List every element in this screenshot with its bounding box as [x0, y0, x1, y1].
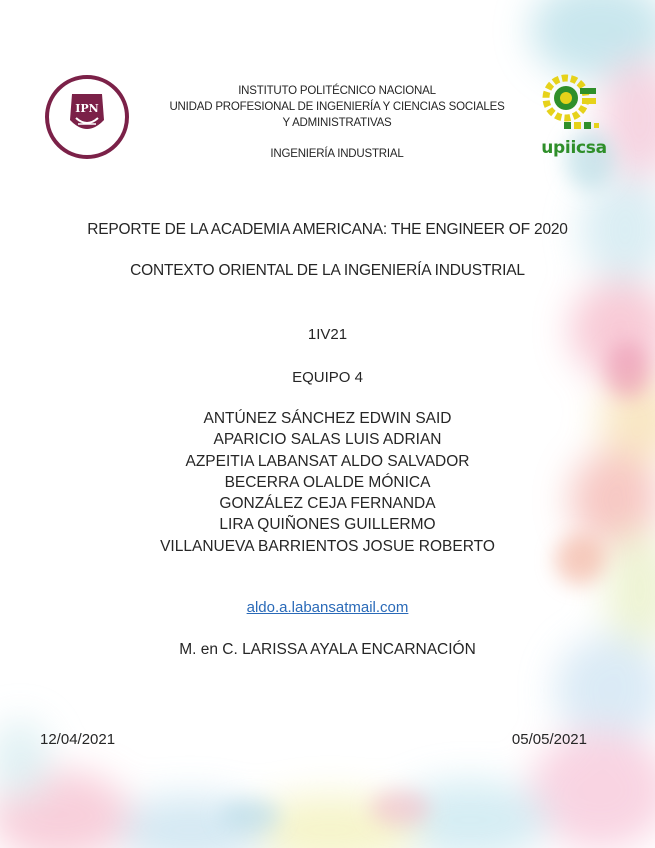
- group-label: 1IV21: [307, 326, 348, 343]
- institution-name: INSTITUTO POLITÉCNICO NACIONAL: [238, 85, 436, 97]
- start-date: 12/04/2021: [40, 731, 116, 748]
- upiicsa-gear-icon: [534, 66, 614, 138]
- member-name: APARICIO SALAS LUIS ADRIAN: [213, 431, 442, 449]
- member-name: ANTÚNEZ SÁNCHEZ EDWIN SAID: [203, 410, 452, 427]
- upiicsa-logo-text: upiicsa: [541, 138, 607, 158]
- email-row: [0, 599, 655, 616]
- unit-name-line2: Y ADMINISTRATIVAS: [282, 117, 392, 129]
- member-name: GONZÁLEZ CEJA FERNANDA: [219, 495, 436, 513]
- member-name: VILLANUEVA BARRIENTOS JOSUE ROBERTO: [160, 537, 495, 555]
- member-name: BECERRA OLALDE MÓNICA: [224, 473, 431, 491]
- ipn-logo: [42, 72, 132, 162]
- member-name: LIRA QUIÑONES GUILLERMO: [219, 516, 436, 534]
- institution-header: [140, 83, 534, 162]
- end-date: 05/05/2021: [511, 731, 587, 748]
- report-subtitle: CONTEXTO ORIENTAL DE LA INGENIERÍA INDUSTRIAL: [130, 262, 525, 279]
- report-title: REPORTE DE LA ACADEMIA AMERICANA: THE ENGINEER OF 2020: [87, 221, 568, 238]
- team-label: EQUIPO 4: [292, 369, 363, 386]
- upiicsa-logo: [534, 66, 614, 162]
- ipn-logo-text: IPN: [75, 102, 99, 115]
- member-name: AZPEITIA LABANSAT ALDO SALVADOR: [185, 452, 470, 470]
- unit-name-line1: UNIDAD PROFESIONAL DE INGENIERÍA Y CIENCIAS SOCIALES: [169, 101, 505, 113]
- members-list: [0, 408, 655, 557]
- career-name: INGENIERÍA INDUSTRIAL: [270, 148, 404, 160]
- ipn-seal-icon: [42, 72, 132, 162]
- email-link[interactable]: aldo.a.labansatmail.com: [246, 599, 409, 616]
- teacher-name: M. en C. LARISSA AYALA ENCARNACIÓN: [179, 641, 476, 658]
